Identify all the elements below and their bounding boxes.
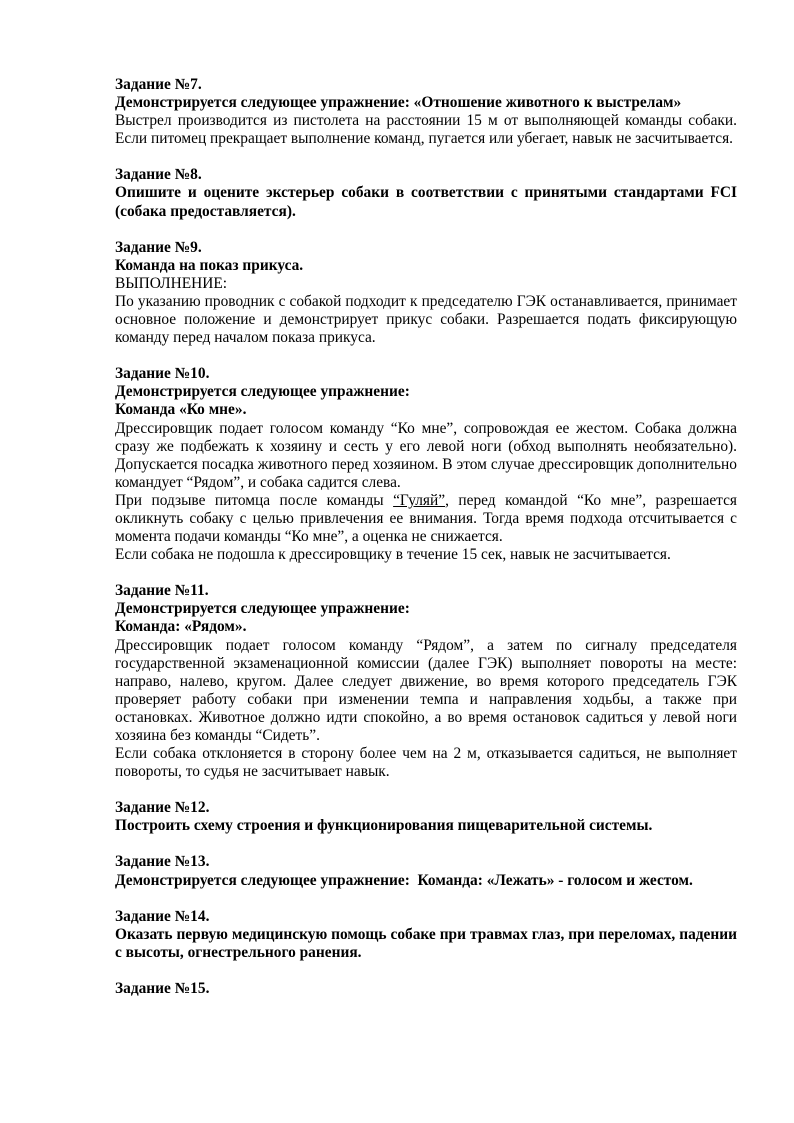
text-segment: При подзыве питомца после команды (115, 491, 394, 509)
task-paragraph: Если собака отклоняется в сторону более чем на 2 м, отказывается садиться, не выполняет повороты, то судья не засчитывает навык. (115, 745, 737, 781)
task-paragraph: Дрессировщик подает голосом команду “Ко мне”, сопровождая ее жестом. Собака должна сразу же подбежать к хозяину и сесть у его левой ноги (обход выполнять необязательно). Допускается посадка животного перед хозяином. В этом случае дрессировщик дополнительно командует “Рядом”, и собака садится слева. (115, 419, 737, 491)
task-paragraph: Если собака не подошла к дрессировщику в течение 15 сек, навык не засчитывается. (115, 546, 671, 564)
task-paragraph (115, 492, 737, 546)
task-paragraph: Выстрел производится из пистолета на расстоянии 15 м от выполняющей команды собаки. Если питомец прекращает выполнение команд, пугается или убегает, навык не засчитывается. (115, 112, 737, 148)
task-9 (115, 239, 737, 348)
task-heading: Задание №8. (115, 166, 202, 184)
task-paragraph: По указанию проводник с собакой подходит к председателю ГЭК останавливается, принимает основное положение и демонстрирует прикус собаки. Разрешается подать фиксирующую команду перед началом показа прикуса. (115, 292, 737, 347)
task-heading: Задание №13. (115, 853, 210, 871)
execution-label: ВЫПОЛНЕНИЕ: (115, 274, 228, 292)
task-14 (115, 908, 737, 962)
task-15 (115, 980, 737, 998)
command-title: Команда «Ко мне». (115, 401, 247, 419)
text-segment: , перед командой “Ко мне”, разрешается окликнуть собаку с целью привлечения ее внимания. Тогда время подхода отсчитывается с момента подачи команды “Ко мне”, а оценка не снижается. (115, 491, 737, 546)
task-13 (115, 853, 737, 889)
task-10 (115, 365, 737, 564)
task-heading: Задание №12. (115, 799, 210, 817)
exercise-title: Демонстрируется следующее упражнение: «Отношение животного к выстрелам» (115, 94, 682, 112)
task-heading: Задание №11. (115, 582, 209, 600)
exercise-intro: Демонстрируется следующее упражнение: (115, 383, 410, 401)
task-heading: Задание №7. (115, 76, 202, 93)
task-instruction: Построить схему строения и функционирования пищеварительной системы. (115, 817, 653, 835)
task-instruction: Оказать первую медицинскую помощь собаке при травмах глаз, при переломах, падении с высоты, огнестрельного ранения. (115, 925, 737, 961)
task-heading: Задание №15. (115, 979, 210, 997)
task-heading: Задание №14. (115, 907, 210, 925)
task-7 (115, 76, 737, 148)
task-11 (115, 582, 737, 781)
command-title: Команда: «Рядом». (115, 618, 247, 636)
command-title: Команда на показ прикуса. (115, 256, 304, 274)
task-12 (115, 799, 737, 835)
task-instruction: Демонстрируется следующее упражнение: Команда: «Лежать» - голосом и жестом. (115, 871, 693, 889)
task-heading: Задание №9. (115, 238, 202, 256)
underlined-command: “Гуляй” (393, 491, 446, 509)
task-8 (115, 166, 737, 220)
task-heading: Задание №10. (115, 365, 210, 383)
exercise-intro: Демонстрируется следующее упражнение: (115, 600, 410, 618)
task-paragraph: Дрессировщик подает голосом команду “Рядом”, а затем по сигналу председателя государственной экзаменационной комиссии (далее ГЭК) выполняет повороты на месте: направо, налево, кругом. Далее следует движение, во время которого председатель ГЭК проверяет работу собаки при изменении темпа и направления ходьбы, а также при остановках. Животное должно идти спокойно, а во время остановок садиться у левой ноги хозяина без команды “Сидеть”. (115, 636, 737, 744)
document-page (115, 76, 737, 1016)
task-instruction: Опишите и оцените экстерьер собаки в соответствии с принятыми стандартами FCI (собака предоставляется). (115, 184, 737, 220)
